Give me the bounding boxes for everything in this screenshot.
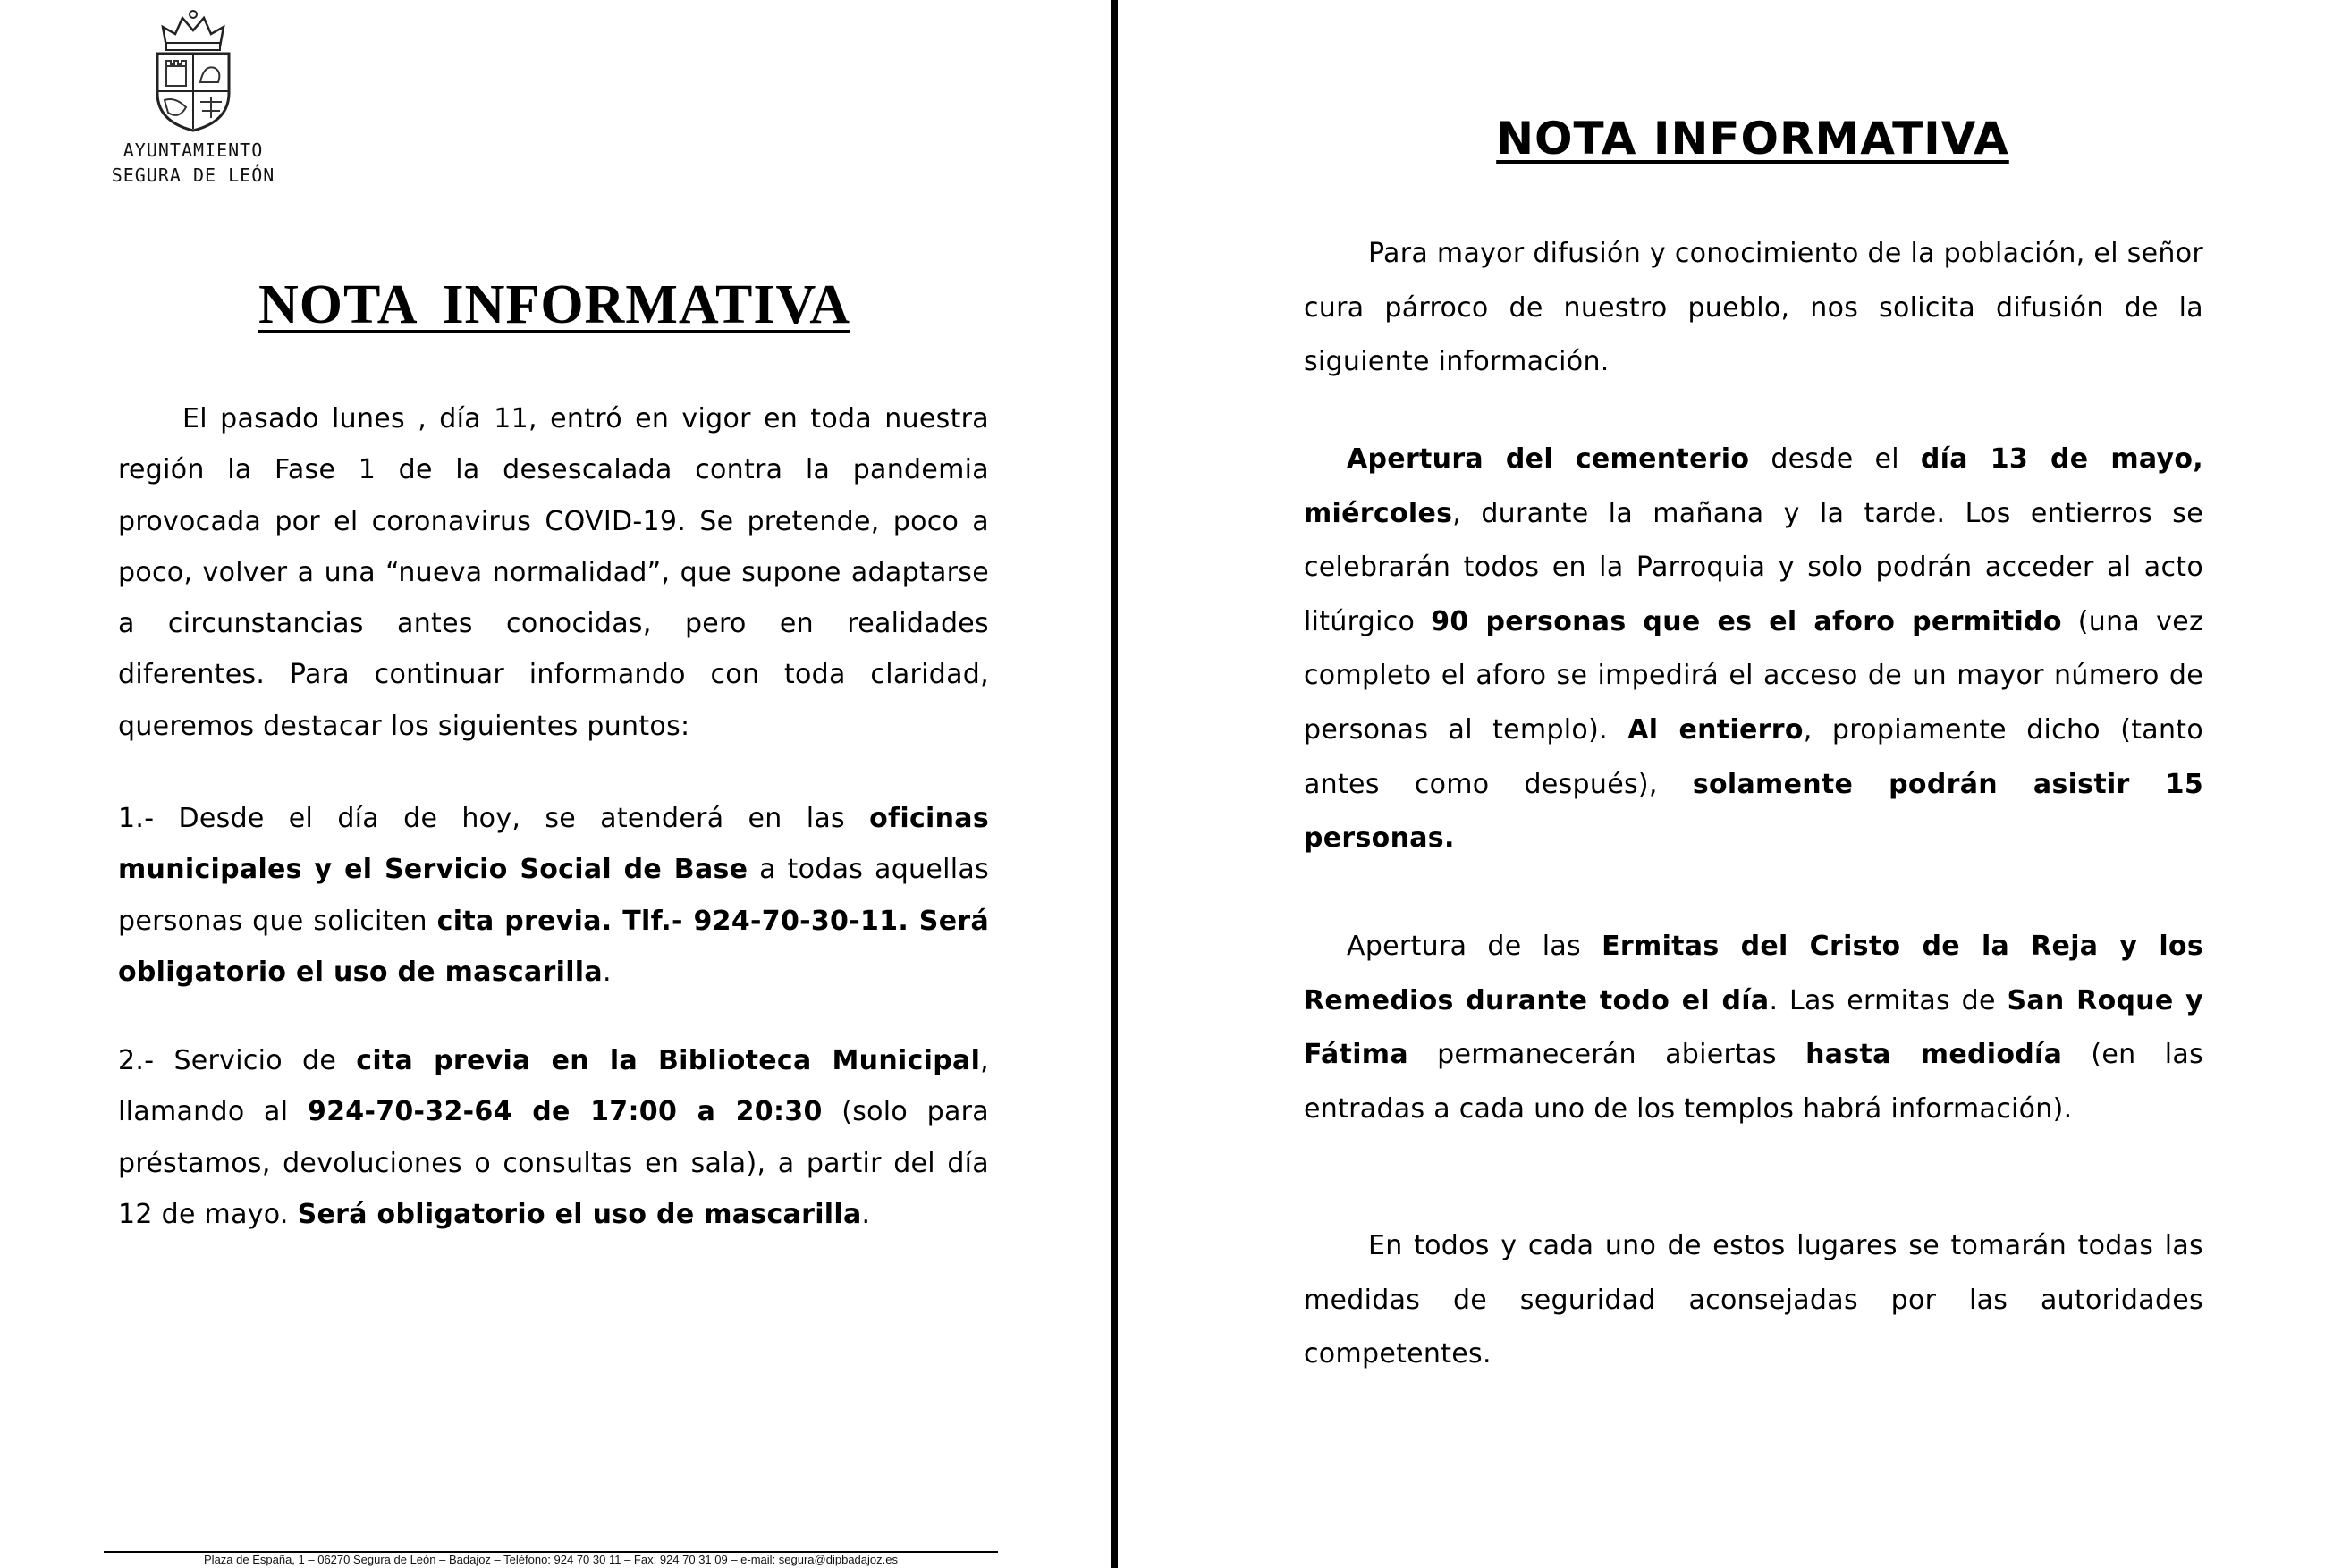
paragraph-point-1 <box>118 793 989 998</box>
text-run: permanecerán abiertas <box>1407 1039 1806 1071</box>
paragraph-hermitages <box>1304 920 2203 1136</box>
paragraph-text <box>1304 433 2203 866</box>
paragraph-point-2 <box>118 1035 989 1240</box>
bold-text-run: cita previa en la Biblioteca Municipal <box>356 1045 981 1076</box>
paragraph-text <box>1304 1219 2203 1382</box>
bold-text-run: día 13 de mayo, miércoles <box>1304 443 2204 529</box>
page-title: NOTA INFORMATIVA <box>258 274 851 335</box>
paragraph-diffusion <box>1304 227 2203 390</box>
paragraph-text <box>1304 227 2203 390</box>
text-run: 2.- Servicio de <box>118 1045 357 1076</box>
bold-text-run: hasta mediodía <box>1805 1039 2063 1071</box>
footer-address: Plaza de España, 1 – 06270 Segura de León – Badajoz – Teléfono: 924 70 30 11 – Fax: 924 70 31 09 – e-mail: segura@dipbadajoz.es <box>204 1553 898 1566</box>
text-run: , llamando al <box>118 1045 989 1128</box>
paragraph-intro <box>118 393 989 752</box>
org-location: SEGURA DE LEÓN <box>111 164 275 186</box>
bold-text-run: oficinas municipales y el Servicio Social de Base <box>118 803 989 886</box>
text-run: 1.- Desde el día de hoy, se atenderá en las <box>118 803 870 834</box>
page-divider <box>1111 0 1118 1568</box>
text-run: (una vez completo el aforo se impedirá el acceso de un mayor número de personas al templo). <box>1304 605 2203 746</box>
paragraph-cemetery <box>1304 433 2203 866</box>
bold-text-run: San Roque y Fátima <box>1304 984 2204 1071</box>
text-run: desde el <box>1749 443 1921 475</box>
organization-name <box>54 138 333 188</box>
org-name: AYUNTAMIENTO <box>123 139 264 161</box>
text-run: a todas aquellas personas que soliciten <box>118 854 989 937</box>
paragraph-text <box>1304 920 2203 1136</box>
coat-of-arms-icon <box>145 7 241 134</box>
text-run: (en las entradas a cada uno de los templos habrá información). <box>1304 1039 2204 1125</box>
text-run: . <box>861 1198 871 1230</box>
bold-text-run: 924-70-32-64 de 17:00 a 20:30 <box>307 1096 823 1128</box>
text-run: , durante la mañana y la tarde. Los entierros se celebrarán todos en la Parroquia y solo podrán acceder al acto litúrgico <box>1304 497 2203 637</box>
paragraph-safety <box>1304 1219 2203 1382</box>
text-run: , propiamente dicho (tanto antes como después), <box>1304 713 2203 800</box>
bold-text-run: cita previa. Tlf.- 924-70-30-11. Será obligatorio el uso de mascarilla <box>118 905 989 988</box>
paragraph-text <box>118 1035 989 1240</box>
bold-text-run: Ermitas del Cristo de la Reja y los Remedios durante todo el día <box>1304 931 2203 1016</box>
text-run: Apertura de las <box>1347 931 1602 962</box>
bold-text-run: 90 personas que es el aforo permitido <box>1431 605 2062 637</box>
paragraph-text <box>118 793 989 998</box>
text-run: Para mayor difusión y conocimiento de la población, el señor cura párroco de nuestro pueblo, nos solicita difusión de la siguiente información. <box>1304 238 2203 378</box>
bold-text-run: solamente podrán asistir 15 personas. <box>1304 768 2203 855</box>
paragraph-text <box>118 393 989 752</box>
text-run: . <box>602 956 612 988</box>
text-run: En todos y cada uno de estos lugares se tomarán todas las medidas de seguridad aconsejadas por las autoridades competentes. <box>1304 1230 2203 1370</box>
text-run: . Las ermitas de <box>1769 984 2008 1016</box>
text-run: (solo para préstamos, devoluciones o consultas en sala), a partir del día 12 de mayo. <box>118 1096 989 1230</box>
bold-text-run: Al entierro <box>1627 713 1804 746</box>
text-run: El pasado lunes , día 11, entró en vigor en toda nuestra región la Fase 1 de la desescalada contra la pandemia provocada por el coronavirus COVID-19. Se pretende, poco a poco, volver a una “nueva normalidad”, que supone adaptarse a circunstancias antes conocidas, pero en realidades diferentes. Para continuar informando con toda claridad, queremos destacar los siguientes puntos: <box>118 403 989 742</box>
bold-text-run: Será obligatorio el uso de mascarilla <box>297 1198 862 1230</box>
page-title-right: NOTA INFORMATIVA <box>1496 113 2009 164</box>
bold-text-run: Apertura del cementerio <box>1347 443 1750 475</box>
left-page <box>0 0 1109 1568</box>
